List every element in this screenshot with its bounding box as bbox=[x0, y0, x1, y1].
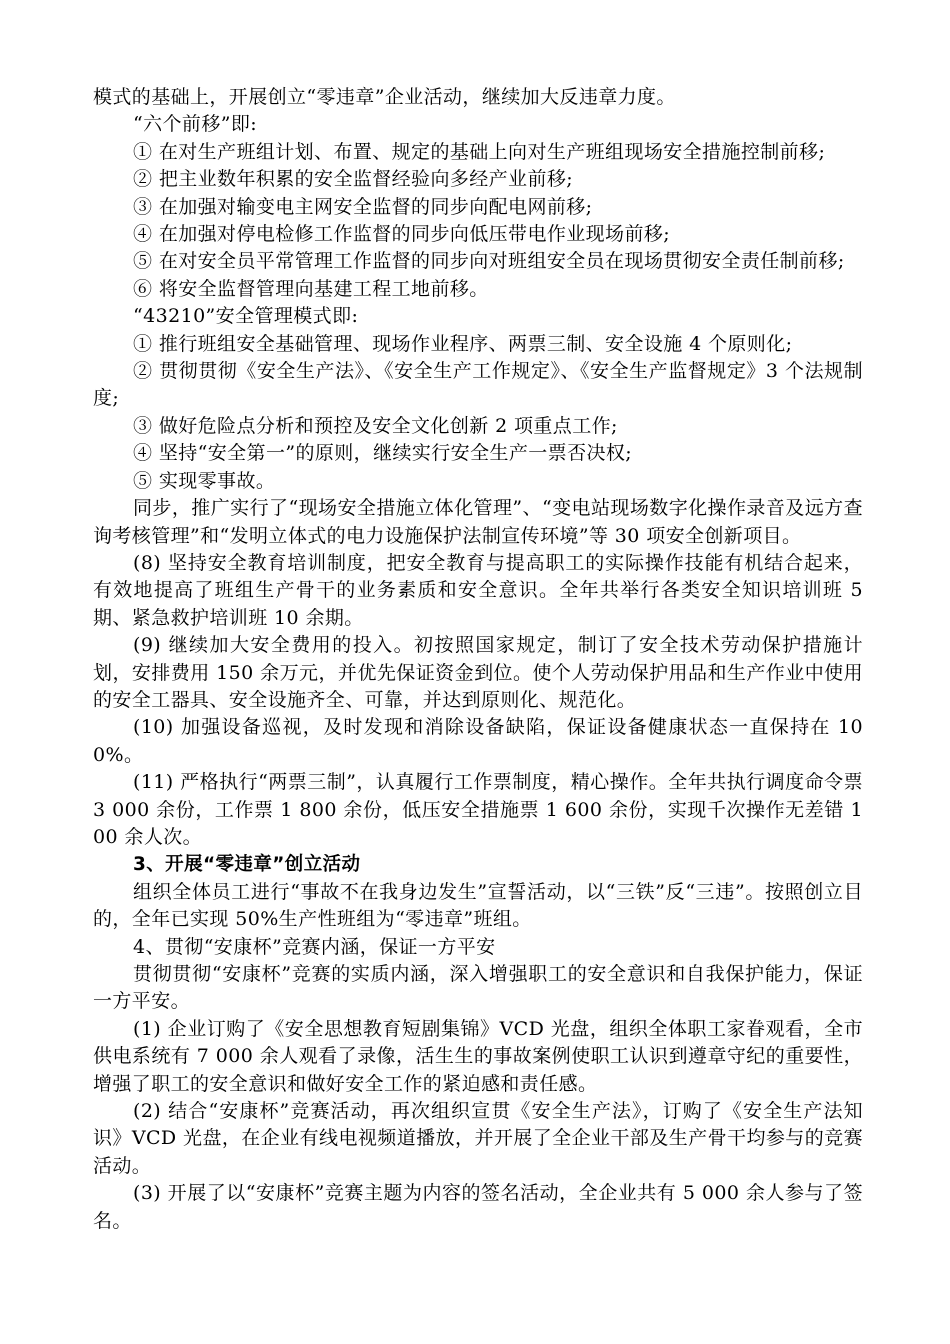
paragraph: ② 贯彻贯彻《安全生产法》、《安全生产工作规定》、《安全生产监督规定》3 个法规制度; bbox=[93, 360, 863, 410]
section-heading: 3、开展“零违章”创立活动 bbox=[133, 854, 361, 876]
paragraph: “43210”安全管理模式即: bbox=[133, 305, 359, 328]
paragraph: (10) 加强设备巡视，及时发现和消除设备缺陷，保证设备健康状态一直保持在 100%。 bbox=[93, 716, 863, 766]
paragraph: ③ 在加强对输变电主网安全监督的同步向配电网前移; bbox=[133, 195, 593, 218]
paragraph: ⑥ 将安全监督管理向基建工程工地前移。 bbox=[133, 277, 489, 300]
paragraph: ① 推行班组安全基础管理、现场作业程序、两票三制、安全设施 4 个原则化; bbox=[133, 332, 793, 355]
paragraph: (9) 继续加大安全费用的投入。初按照国家规定，制订了安全技术劳动保护措施计划，安排费用 150 余万元，并优先保证资金到位。使个人劳动保护用品和生产作业中使用的安全工器具、安全设施齐全、可靠，并达到原则化、规范化。 bbox=[93, 634, 863, 711]
paragraph: ① 在对生产班组计划、布置、规定的基础上向对生产班组现场安全措施控制前移; bbox=[133, 140, 826, 163]
paragraph: ⑤ 在对安全员平常管理工作监督的同步向对班组安全员在现场贯彻安全责任制前移; bbox=[133, 250, 845, 273]
paragraph: ⑤ 实现零事故。 bbox=[133, 469, 276, 492]
paragraph: 贯彻贯彻“安康杯”竞赛的实质内涵，深入增强职工的安全意识和自我保护能力，保证一方平安。 bbox=[93, 963, 863, 1013]
document-body bbox=[93, 84, 863, 1235]
paragraph: ③ 做好危险点分析和预控及安全文化创新 2 项重点工作; bbox=[133, 414, 618, 437]
paragraph: (8) 坚持安全教育培训制度，把安全教育与提高职工的实际操作技能有机结合起来，有效地提高了班组生产骨干的业务素质和安全意识。全年共举行各类安全知识培训班 5 期、紧急救护培训班 10 余期。 bbox=[93, 551, 863, 629]
paragraph: ④ 在加强对停电检修工作监督的同步向低压带电作业现场前移; bbox=[133, 223, 671, 246]
paragraph: (11) 严格执行“两票三制”，认真履行工作票制度，精心操作。全年共执行调度命令票 3 000 余份，工作票 1 800 余份，低压安全措施票 1 600 余份，实现千次操作无差错 100 余人次。 bbox=[93, 771, 863, 848]
paragraph: ② 把主业数年积累的安全监督经验向多经产业前移; bbox=[133, 168, 574, 191]
paragraph: (3) 开展了以“安康杯”竞赛主题为内容的签名活动，全企业共有 5 000 余人参与了签名。 bbox=[93, 1182, 863, 1232]
paragraph: (1) 企业订购了《安全思想教育短剧集锦》VCD 光盘，组织全体职工家眷观看，全市供电系统有 7 000 余人观看了录像，活生生的事故案例使职工认识到遵章守纪的重要性，增强了职工的安全意识和做好安全工作的紧迫感和责任感。 bbox=[93, 1017, 863, 1095]
paragraph: 组织全体员工进行“事故不在我身边发生”宣誓活动，以“三铁”反“三违”。按照创立目的，全年已实现 50%生产性班组为“零违章”班组。 bbox=[93, 880, 863, 931]
paragraph: 模式的基础上，开展创立“零违章”企业活动，继续加大反违章力度。 bbox=[93, 86, 676, 108]
paragraph: “六个前移”即: bbox=[133, 113, 258, 136]
paragraph: (2) 结合“安康杯”竞赛活动，再次组织宣贯《安全生产法》，订购了《安全生产法知识》VCD 光盘，在企业有线电视频道播放，并开展了全企业干部及生产骨干均参与的竞赛活动。 bbox=[93, 1100, 863, 1177]
paragraph: 4、贯彻“安康杯”竞赛内涵，保证一方平安 bbox=[133, 935, 496, 958]
paragraph: 同步，推广实行了“现场安全措施立体化管理”、“变电站现场数字化操作录音及远方查询考核管理”和“发明立体式的电力设施保护法制宣传环境”等 30 项安全创新项目。 bbox=[93, 497, 863, 547]
paragraph: ④ 坚持“安全第一”的原则，继续实行安全生产一票否决权; bbox=[133, 442, 633, 465]
